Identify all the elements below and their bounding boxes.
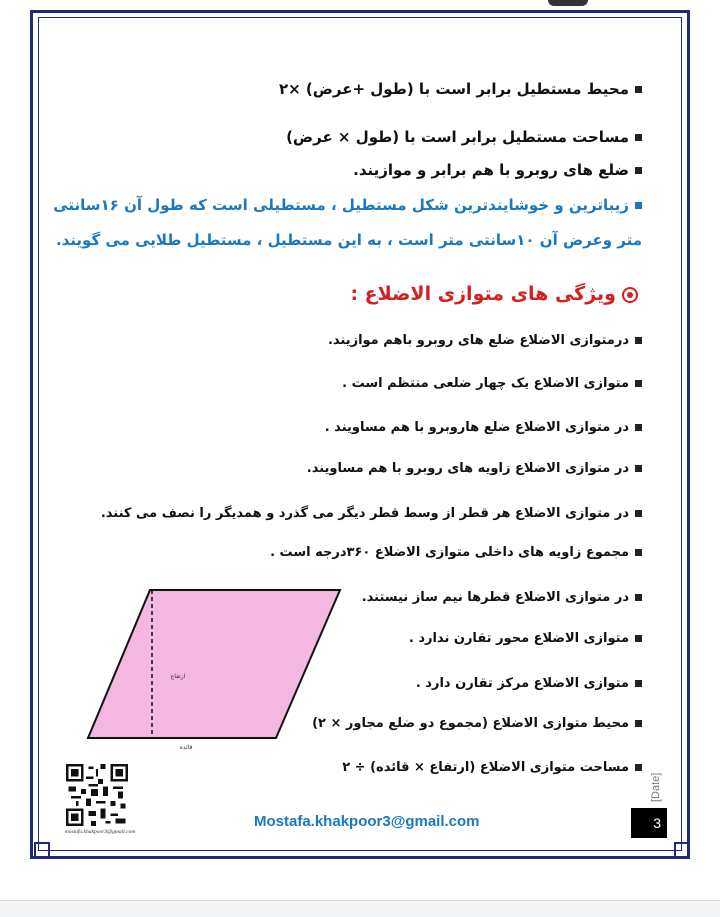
rectangle-perimeter-text: محیط مستطیل برابر است با (طول +عرض) ×۲ — [278, 80, 629, 98]
bullet-icon — [635, 680, 642, 687]
base-label: قائده — [179, 744, 193, 751]
bullet-icon — [635, 134, 642, 141]
golden-rectangle-text-1: زیباترین و خوشایندترین شکل مستطیل ، مستطیلی است که طول آن ۱۶سانتی — [53, 196, 629, 214]
page-frame-bottom-inner — [38, 850, 682, 851]
page-frame-corner-mark — [34, 842, 50, 858]
next-page-edge — [0, 900, 720, 917]
property-item — [380, 631, 642, 646]
bullet-icon — [635, 635, 642, 642]
qr-code-image — [66, 764, 128, 826]
property-text: محیط متوازی الاضلاع (مجموع دو ضلع مجاور × ۲) — [312, 716, 629, 731]
property-item — [120, 376, 642, 391]
golden-rectangle-line-2 — [55, 231, 642, 249]
bullet-icon — [635, 549, 642, 556]
bullet-icon — [635, 594, 642, 601]
parallelogram-figure — [86, 586, 342, 754]
bullet-icon — [635, 337, 642, 344]
rectangle-perimeter-line — [120, 80, 642, 98]
page-frame-left — [30, 10, 33, 859]
rectangle-area-line — [120, 128, 642, 146]
rectangle-area-text: مساحت مستطیل برابر است با (طول × عرض) — [286, 128, 629, 146]
property-item — [120, 333, 642, 348]
bullet-icon — [635, 424, 642, 431]
property-text: متوازی الاضلاع مرکز تقارن دارد . — [415, 676, 629, 691]
property-text: مجموع زاویه های داخلی متوازی الاضلاع ۳۶۰درجه است . — [270, 545, 629, 560]
property-item — [340, 760, 642, 775]
property-item — [361, 590, 642, 605]
property-text: در متوازی الاضلاع قطرها نیم ساز نیستند. — [361, 590, 629, 605]
rectangle-sides-text: ضلع های روبرو با هم برابر و موازیند. — [353, 161, 629, 179]
header-logo-fragment — [548, 0, 588, 6]
page-number: 3 — [653, 815, 661, 831]
parallelogram-shape — [88, 590, 340, 738]
bullet-icon — [635, 202, 642, 209]
property-text: مساحت متوازی الاضلاع (ارتفاع × قائده) ÷ ۲ — [342, 760, 629, 775]
property-item — [120, 545, 642, 560]
property-item — [100, 506, 642, 521]
page-frame-left-inner — [38, 17, 39, 851]
property-item — [120, 461, 642, 476]
property-item — [380, 676, 642, 691]
page-frame-right — [687, 10, 690, 859]
property-text: متوازی الاضلاع محور تقارن ندارد . — [408, 631, 629, 646]
bullet-icon — [635, 720, 642, 727]
parallelogram-heading-text: ویژگی های متوازی الاضلاع : — [350, 283, 616, 305]
golden-rectangle-line-1 — [53, 196, 642, 214]
parallelogram-heading — [350, 283, 638, 305]
page-frame-top-inner — [38, 17, 682, 18]
page-frame-top — [30, 10, 690, 13]
height-label: ارتفاع — [170, 673, 186, 680]
property-item — [312, 716, 642, 731]
rectangle-sides-line — [120, 161, 642, 179]
bullet-icon — [635, 465, 642, 472]
bullet-icon — [635, 510, 642, 517]
property-text: در متوازی الاضلاع ضلع هاروبرو با هم مساویند . — [324, 420, 629, 435]
page-frame-bottom — [30, 856, 690, 859]
property-text: درمتوازی الاضلاع ضلع های روبرو باهم موازیند. — [327, 333, 629, 348]
property-text: در متوازی الاضلاع زاویه های روبرو با هم مساویند. — [306, 461, 629, 476]
date-placeholder: [Date] — [650, 772, 662, 802]
bullet-icon — [635, 380, 642, 387]
page-number-box — [631, 808, 667, 838]
author-email: Mostafa.khakpoor3@gmail.com — [254, 813, 480, 830]
bullet-icon — [635, 167, 642, 174]
bullet-icon — [635, 764, 642, 771]
page-frame-corner-mark — [674, 842, 690, 858]
target-bullet-icon — [622, 287, 638, 303]
page-frame-right-inner — [681, 17, 682, 851]
qr-caption: mostafa.khakpoor3@gmail.com — [64, 829, 136, 835]
property-text: متوازی الاضلاع یک چهار ضلعی منتظم است . — [342, 376, 629, 391]
property-item — [120, 420, 642, 435]
golden-rectangle-text-2: متر وعرض آن ۱۰سانتی متر است ، به این مستطیل ، مستطیل طلایی می گویند. — [55, 231, 642, 249]
property-text: در متوازی الاضلاع هر قطر از وسط قطر دیگر می گذرد و همدیگر را نصف می کنند. — [100, 506, 629, 521]
bullet-icon — [635, 86, 642, 93]
